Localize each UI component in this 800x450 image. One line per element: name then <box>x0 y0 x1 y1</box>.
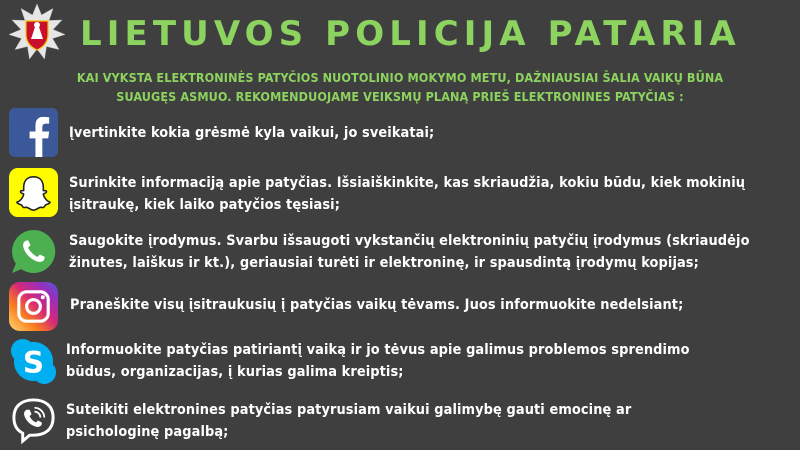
tip-text <box>66 339 690 383</box>
subtitle-line: KAI VYKSTA ELEKTRONINĖS PATYČIOS NUOTOLINIO MOKYMO METU, DAŽNIAUSIAI ŠALIA VAIKŲ BŪNA <box>76 70 724 85</box>
tip-line: Įvertinkite kokia grėsmė kyla vaikui, jo sveikatai; <box>69 125 435 141</box>
snapchat-icon <box>9 168 58 217</box>
tip-text <box>69 122 434 144</box>
page-title: LIETUVOS POLICIJA PATARIA <box>80 14 741 54</box>
tip-line: žinutes, laiškus ir kt.), geriausiai turėti ir elektroninę, ir spausdintą įrodymų kopijas; <box>69 255 699 271</box>
tip-line: psichologinę pagalbą; <box>66 424 229 440</box>
viber-icon <box>9 396 58 445</box>
tip-text <box>69 172 745 216</box>
subtitle-line: SUAUGĘS ASMUO. REKOMENDUOJAME VEIKSMŲ PLANĄ PRIEŠ ELEKTRONINES PATYČIAS : <box>116 89 684 104</box>
tip-line: Saugokite įrodymus. Svarbu išsaugoti vykstančių elektroninių patyčių įrodymus (skriaudėjo <box>69 233 750 249</box>
whatsapp-icon <box>9 227 58 276</box>
tip-text <box>66 399 631 443</box>
tip-line: įsitraukę, kiek laiko patyčios tęsiasi; <box>69 197 340 213</box>
tip-line: Praneškite visų įsitraukusių į patyčias vaikų tėvams. Juos informuokite nedelsiant; <box>70 297 684 313</box>
tip-line: Suteikiti elektronines patyčias patyrusiam vaikui galimybę gauti emocinę ar <box>66 402 632 418</box>
tip-text <box>69 230 750 274</box>
police-star-logo <box>8 3 66 61</box>
svg-text:S: S <box>22 345 45 380</box>
tip-line: būdus, organizacijas, į kurias galima kreiptis; <box>66 364 404 380</box>
subtitle <box>0 68 800 106</box>
instagram-icon <box>9 282 58 331</box>
header <box>0 0 800 66</box>
tip-text <box>70 294 683 316</box>
skype-icon <box>9 337 58 386</box>
facebook-icon <box>9 108 58 157</box>
tip-line: Informuokite patyčias patiriantį vaiką ir jo tėvus apie galimus problemos sprendimo <box>66 342 690 358</box>
tip-line: Surinkite informaciją apie patyčias. Išsiaiškinkite, kas skriaudžia, kokiu būdu, kiek mokinių <box>69 175 746 191</box>
